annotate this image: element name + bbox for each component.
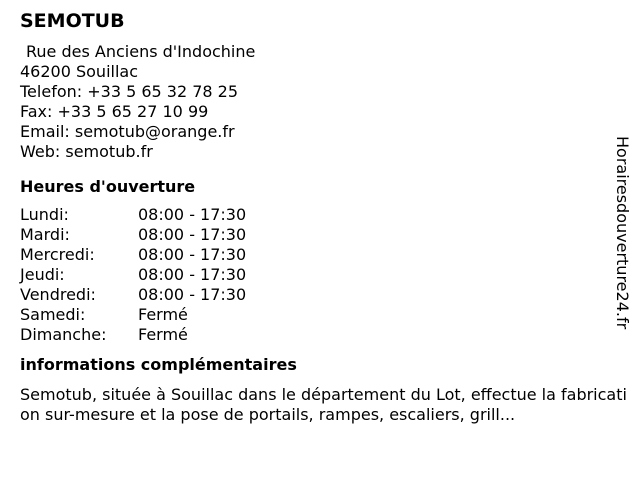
business-name: SEMOTUB [20, 10, 125, 32]
day-label: Vendredi: [20, 285, 96, 304]
hours-row [20, 265, 610, 285]
business-description: Semotub, située à Souillac dans le département du Lot, effectue la fabrication sur-mesure et la pose de portails, rampes, escaliers, grill... [20, 385, 627, 424]
day-label: Jeudi: [20, 265, 65, 284]
additional-info-title: informations complémentaires [20, 355, 297, 374]
hours-row [20, 305, 610, 325]
fax-text: Fax: +33 5 65 27 10 99 [20, 102, 209, 121]
day-label: Lundi: [20, 205, 69, 224]
contact-block [20, 42, 610, 162]
day-hours: 08:00 - 17:30 [138, 265, 247, 284]
hours-row [20, 325, 610, 345]
day-hours: Fermé [138, 325, 188, 344]
day-label: Samedi: [20, 305, 86, 324]
email-text: Email: semotub@orange.fr [20, 122, 235, 141]
day-hours: 08:00 - 17:30 [138, 285, 247, 304]
hours-row [20, 285, 610, 305]
web-text: Web: semotub.fr [20, 142, 153, 161]
source-watermark: Horairesdouverture24.fr [613, 136, 632, 330]
day-label: Mardi: [20, 225, 70, 244]
day-hours: 08:00 - 17:30 [138, 225, 247, 244]
hours-row [20, 205, 610, 225]
opening-hours-list [20, 205, 610, 345]
hours-row [20, 225, 610, 245]
address-line-street: Rue des Anciens d'Indochine [26, 42, 256, 61]
day-hours: 08:00 - 17:30 [138, 205, 247, 224]
day-label: Mercredi: [20, 245, 95, 264]
opening-hours-title: Heures d'ouverture [20, 177, 196, 196]
address-line-city: 46200 Souillac [20, 62, 139, 81]
hours-row [20, 245, 610, 265]
day-hours: 08:00 - 17:30 [138, 245, 247, 264]
day-label: Dimanche: [20, 325, 107, 344]
phone-text: Telefon: +33 5 65 32 78 25 [20, 82, 239, 101]
day-hours: Fermé [138, 305, 188, 324]
